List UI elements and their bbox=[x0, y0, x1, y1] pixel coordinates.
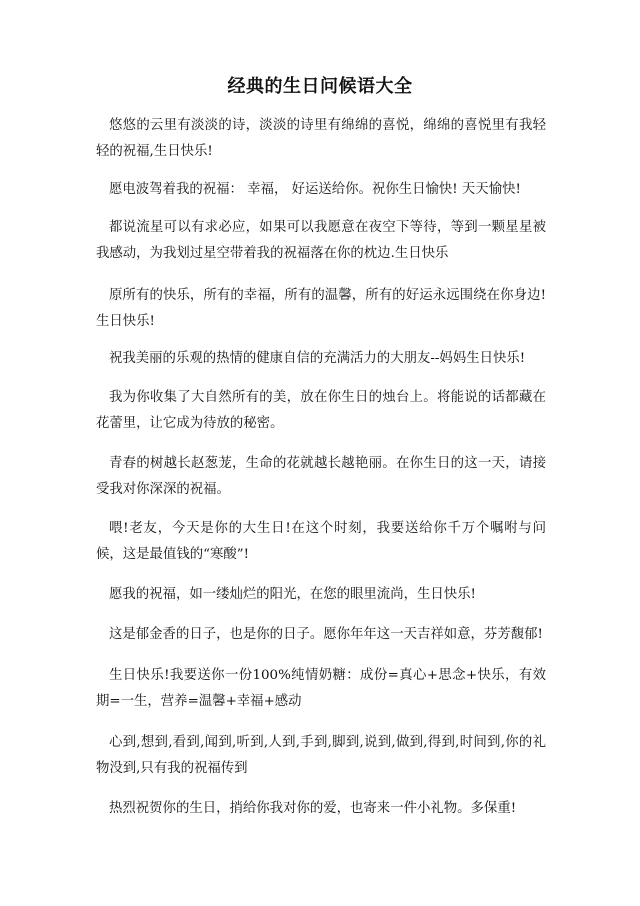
paragraph-2: 愿电波驾着我的祝福： 幸福， 好运送给你。祝你生日愉快! 天天愉快! bbox=[109, 182, 521, 197]
document-title: 经典的生日问候语大全 bbox=[227, 76, 413, 97]
paragraph-11: 生日快乐!我要送你一份100%纯情奶糖：成份=真心+思念+快乐，有效期=一生，营养=温馨+幸福+感动 bbox=[96, 668, 546, 709]
paragraph-1: 悠悠的云里有淡淡的诗，淡淡的诗里有绵绵的喜悦，绵绵的喜悦里有我轻轻的祝福,生日快乐! bbox=[96, 118, 546, 159]
paragraph-5: 祝我美丽的乐观的热情的健康自信的充满活力的大朋友--妈妈生日快乐! bbox=[109, 351, 526, 366]
paragraph-3: 都说流星可以有求必应，如果可以我愿意在夜空下等待，等到一颗星星被我感动，为我划过星空带着我的祝福落在你的枕边.生日快乐 bbox=[96, 220, 546, 261]
paragraph-9: 愿我的祝福，如一缕灿烂的阳光，在您的眼里流尚，生日快乐! bbox=[109, 587, 476, 602]
paragraph-6: 我为你收集了大自然所有的美，放在你生日的烛台上。将能说的话都藏在花蕾里，让它成为待放的秘密。 bbox=[96, 390, 546, 431]
paragraph-8: 喂!老友，今天是你的大生日!在这个时刻，我要送给你千万个嘱咐与问候，这是最值钱的“寒酸”! bbox=[96, 521, 546, 562]
paragraph-12: 心到,想到,看到,闻到,听到,人到,手到,脚到,说到,做到,得到,时间到,你的礼物没到,只有我的祝福传到 bbox=[96, 735, 546, 776]
paragraph-10: 这是郁金香的日子，也是你的日子。愿你年年这一天吉祥如意，芬芳馥郁! bbox=[109, 627, 543, 642]
paragraph-13: 热烈祝贺你的生日，捎给你我对你的爱，也寄来一件小礼物。多保重! bbox=[109, 801, 517, 816]
paragraph-4: 原所有的快乐，所有的幸福，所有的温馨，所有的好运永远围绕在你身边!生日快乐! bbox=[96, 288, 546, 329]
paragraph-7: 青春的树越长赵葱茏，生命的花就越长越艳丽。在你生日的这一天，请接受我对你深深的祝福。 bbox=[96, 456, 546, 497]
